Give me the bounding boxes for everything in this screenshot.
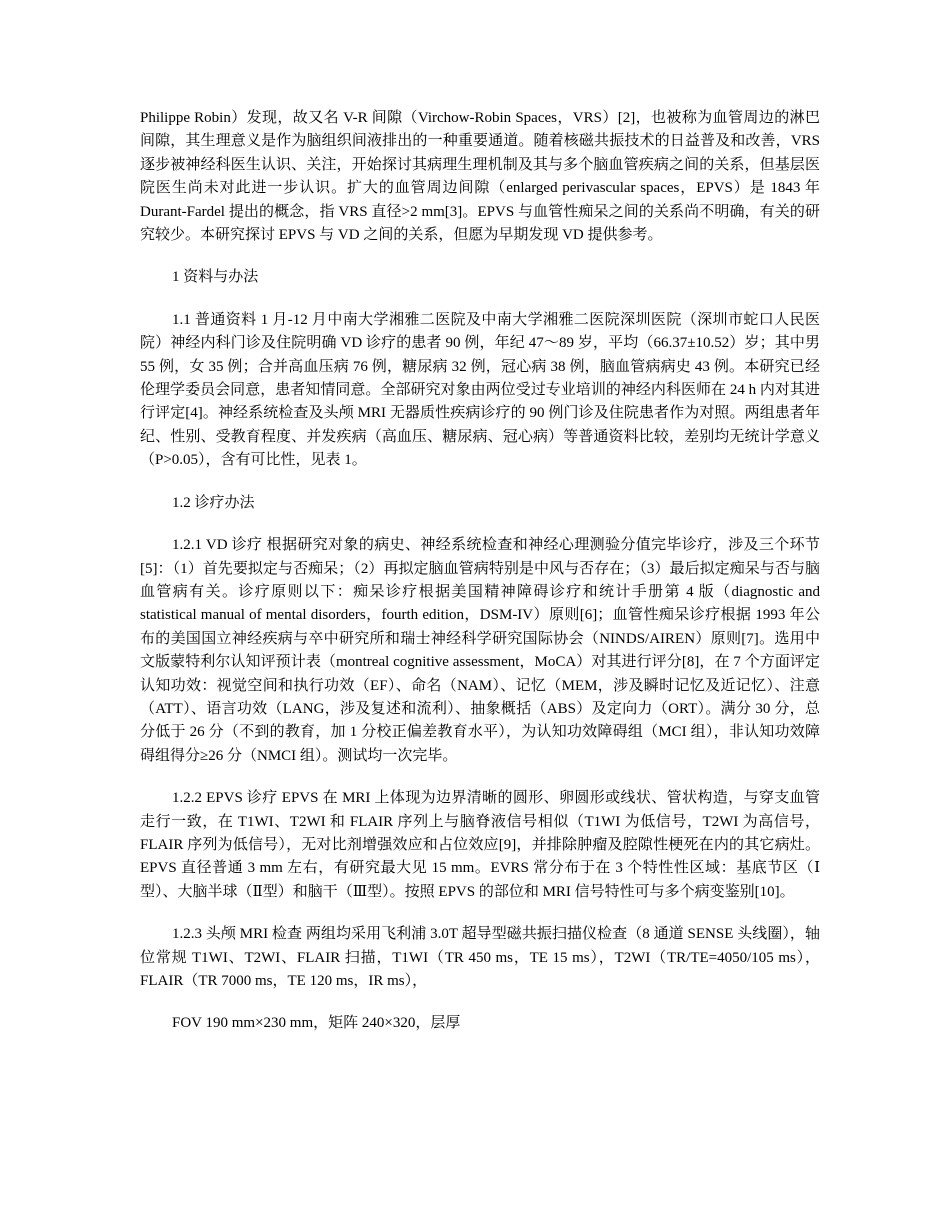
subsection-heading-diagnosis: 1.2 诊疗办法 — [172, 494, 255, 511]
mri-exam-paragraph: 1.2.3 头颅 MRI 检查 两组均采用飞利浦 3.0T 超导型磁共振扫描仪检查（8 通道 SENSE 头线圈），轴位常规 T1WI、T2WI、FLAIR 扫描，T1WI（TR 450 ms，TE 15 ms），T2WI（TR/TE=4050/105 ms），FLAIR（TR 7000 ms，TE 120 ms，IR ms）， — [140, 926, 820, 989]
section-heading-materials-methods: 1 资料与办法 — [172, 269, 259, 286]
document-body — [140, 107, 820, 1055]
general-data-paragraph: 1.1 普通资料 1 月-12 月中南大学湘雅二医院及中南大学湘雅二医院深圳医院（深圳市蛇口人民医院）神经内科门诊及住院明确 VD 诊疗的患者 90 例，年纪 47～89 岁，平均（66.37±10.52）岁；其中男 55 例，女 35 例；合并高血压病 76 例，糖尿病 32 例，冠心病 38 例，脑血管病病史 43 例。本研究已经伦理学委员会同意，患者知情同意。全部研究对象由两位受过专业培训的神经内科医师在 24 h 内对其进行评定[4]。神经系统检查及头颅 MRI 无器质性疾病诊疗的 90 例门诊及住院患者作为对照。两组患者年纪、性别、受教育程度、并发疾病（高血压、糖尿病、冠心病）等普通资料比较，差别均无统计学意义（P>0.05），含有可比性，见表 1。 — [140, 311, 820, 469]
vd-diagnosis-paragraph: 1.2.1 VD 诊疗 根据研究对象的病史、神经系统检查和神经心理测验分值完毕诊疗，涉及三个环节[5]：（1）首先要拟定与否痴呆；（2）再拟定脑血管病特别是中风与否存在；（3）最后拟定痴呆与否与脑血管病有关。诊疗原则以下：痴呆诊疗根据美国精神障碍诊疗和统计手册第 4 版（diagnostic and statistical manual of mental disorders，fourth edition，DSM-IV）原则[6]；血管性痴呆诊疗根据 1993 年公布的美国国立神经疾病与卒中研究所和瑞士神经科学研究国际协会（NINDS/AIREN）原则[7]。选用中文版蒙特利尔认知评预计表（montreal cognitive assessment，MoCA）对其进行评分[8]，在 7 个方面评定认知功效：视觉空间和执行功效（EF）、命名（NAM）、记忆（MEM，涉及瞬时记忆及近记忆）、注意（ATT）、语言功效（LANG，涉及复述和流利）、抽象概括（ABS）及定向力（ORT）。满分 30 分，总分低于 26 分（不到的教育，加 1 分校正偏差教育水平），为认知功效障碍组（MCI 组），非认知功效障碍组得分≥26 分（NMCI 组）。测试均一次完毕。 — [140, 537, 820, 764]
intro-paragraph: Philippe Robin）发现，故又名 V-R 间隙（Virchow-Robin Spaces，VRS）[2]，也被称为血管周边的淋巴间隙，其生理意义是作为脑组织间液排出的一种重要通道。随着核磁共振技术的日益普及和改善，VRS 逐步被神经科医生认识、关注，开始探讨其病理生理机制及其与多个脑血管疾病之间的关系，但基层医院医生尚未对此进一步认识。扩大的血管周边间隙（enlarged perivascular spaces，EPVS）是 1843 年 Durant-Fardel 提出的概念，指 VRS 直径>2 mm[3]。EPVS 与血管性痴呆之间的关系尚不明确，有关的研究较少。本研究探讨 EPVS 与 VD 之间的关系，但愿为早期发现 VD 提供参考。 — [140, 110, 820, 244]
fov-paragraph: FOV 190 mm×230 mm，矩阵 240×320，层厚 — [172, 1015, 461, 1032]
epvs-diagnosis-paragraph: 1.2.2 EPVS 诊疗 EPVS 在 MRI 上体现为边界清晰的圆形、卵圆形或线状、管状构造，与穿支血管走行一致，在 T1WI、T2WI 和 FLAIR 序列上与脑脊液信号相似（T1WI 为低信号，T2WI 为高信号，FLAIR 序列为低信号），无对比剂增强效应和占位效应[9]，并排除肿瘤及腔隙性梗死在内的其它病灶。EPVS 直径普通 3 mm 左右，有研究最大见 15 mm。EVRS 常分布于在 3 个特性性区域：基底节区（Ⅰ型）、大脑半球（Ⅱ型）和脑干（Ⅲ型）。按照 EPVS 的部位和 MRI 信号特性可与多个病变鉴别[10]。 — [140, 790, 820, 900]
